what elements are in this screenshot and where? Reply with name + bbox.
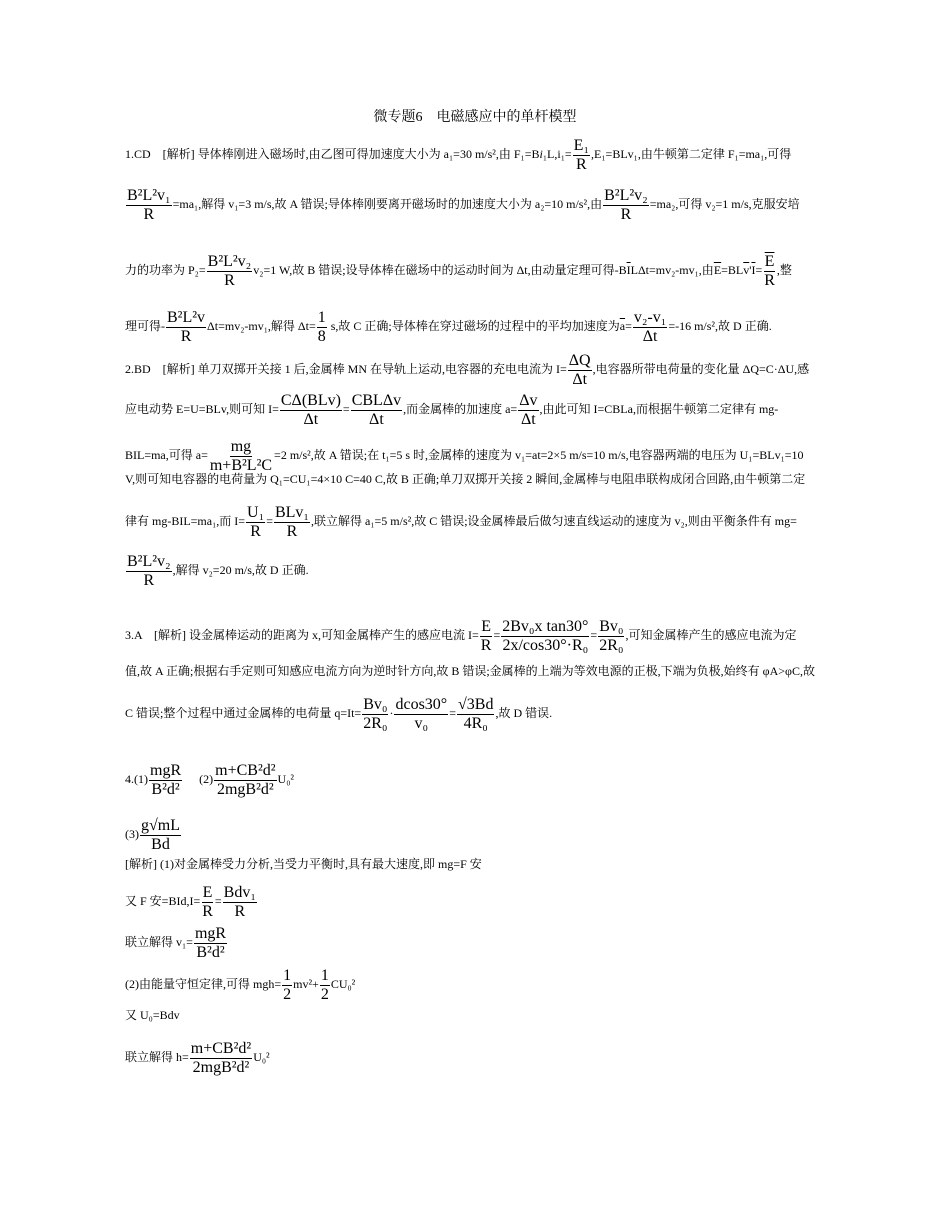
text: $\overline{I}$ xyxy=(751,262,756,277)
text: = xyxy=(590,627,598,642)
p2-line1 xyxy=(125,352,809,388)
denominator: Δt xyxy=(521,410,536,428)
p3-line2: 值,故 A 正确;根据右手定则可知感应电流方向为逆时针方向,故 B 错误;金属棒的上端为等效电源的正极,下端为负极,始终有 φA>φC,故 xyxy=(125,664,815,678)
denominator: R xyxy=(286,522,298,540)
text: i xyxy=(539,146,543,161)
numerator: 1 xyxy=(320,967,329,984)
fraction xyxy=(351,392,402,428)
fraction xyxy=(140,817,181,853)
numerator: Bdv₁ xyxy=(223,884,256,901)
fraction xyxy=(320,967,330,1003)
denominator: R xyxy=(250,522,261,540)
denominator: 2 xyxy=(283,985,292,1003)
p2-line3 xyxy=(125,438,804,474)
numerator: CΔ(BLv) xyxy=(280,392,341,409)
p2-line5 xyxy=(125,504,797,540)
text: = xyxy=(755,262,763,277)
denominator: Δt xyxy=(369,410,384,428)
p4-solution-6 xyxy=(125,1040,270,1076)
numerator: v₂-v₁ xyxy=(633,309,667,326)
denominator: Bd xyxy=(151,835,170,853)
text: C 错误;整个过程中通过金属棒的电荷量 q=It= xyxy=(125,705,362,720)
fraction xyxy=(214,762,276,798)
text: ,解得 v₂=20 m/s,故 D 正确. xyxy=(172,562,309,577)
fraction xyxy=(166,309,206,345)
text: 2.BD [解析] 单刀双掷开关接 1 后,金属棒 MN 在导轨上运动,电容器的充电电流为 I= xyxy=(125,361,567,376)
text: ' xyxy=(749,262,752,277)
text: (3) xyxy=(125,826,139,841)
fraction xyxy=(282,967,292,1003)
text: ₁L, xyxy=(542,146,558,161)
denominator: 2R₀ xyxy=(363,714,388,732)
text: mv²+ xyxy=(293,976,319,991)
page-title: 微专题6 电磁感应中的单杆模型 xyxy=(373,110,577,125)
denominator: R xyxy=(576,155,587,173)
p1-line4 xyxy=(125,309,772,345)
numerator: B²L²v₂ xyxy=(207,253,252,270)
numerator: U₁ xyxy=(247,504,265,521)
numerator: B²L²v₂ xyxy=(604,187,648,204)
numerator: mgR xyxy=(150,762,182,779)
text: U₀² xyxy=(277,771,294,786)
numerator: Δv xyxy=(519,392,538,409)
denominator: B²d² xyxy=(196,943,225,961)
text: $\overline{a}$ xyxy=(619,318,626,333)
fraction xyxy=(194,925,227,961)
text: 1.CD [解析] 导体棒刚进入磁场时,由乙图可得加速度大小为 xyxy=(125,146,444,161)
denominator: R xyxy=(202,902,213,920)
p1-line2 xyxy=(125,187,800,223)
text: = xyxy=(493,627,501,642)
p4-answers-1-2 xyxy=(125,762,294,798)
denominator: 2x/cos30°·R₀ xyxy=(502,636,589,654)
fraction xyxy=(633,309,667,345)
fraction xyxy=(362,696,388,732)
text: ,可知金属棒产生的感应电流为定 xyxy=(625,627,797,642)
p4-solution-2 xyxy=(125,884,258,920)
text: = xyxy=(449,705,456,720)
text: 4.(1) xyxy=(125,771,148,786)
fraction xyxy=(246,504,265,540)
fraction xyxy=(209,438,273,474)
numerator: dcos30° xyxy=(395,696,448,713)
denominator: Δt xyxy=(303,410,319,428)
p4-solution-4 xyxy=(125,967,355,1003)
p4-answer-3 xyxy=(125,817,182,853)
fraction xyxy=(501,618,589,654)
p4-solution-3 xyxy=(125,925,228,961)
text: 3.A [解析] 设金属棒运动的距离为 x,可知金属棒产生的感应电流 I= xyxy=(125,627,479,642)
text: a₁=30 m/s²,由 F₁=B xyxy=(443,146,540,161)
text: ,整 xyxy=(776,262,792,277)
denominator: 2mgB²d² xyxy=(216,780,274,798)
text: = xyxy=(625,318,632,333)
fraction xyxy=(573,137,590,173)
denominator: R xyxy=(143,205,155,223)
text: s,故 C 正确;导体棒在穿过磁场的过程中的平均加速度为 xyxy=(327,318,620,333)
numerator: CBLΔv xyxy=(351,392,402,409)
denominator: 8 xyxy=(317,327,326,345)
text: Δt=mv₂-mv₁,解得 Δt= xyxy=(207,318,316,333)
numerator: Bv₀ xyxy=(363,696,388,713)
fraction xyxy=(457,696,494,732)
numerator: mgR xyxy=(194,925,227,942)
p3-line3 xyxy=(125,696,552,732)
denominator: R xyxy=(620,205,632,223)
denominator: R xyxy=(480,636,492,654)
text: U₀² xyxy=(253,1049,270,1064)
text: 又 F 安=BId,I= xyxy=(125,893,201,908)
text: ,电容器所带电荷量的变化量 ΔQ=C·ΔU,感 xyxy=(592,361,810,376)
text: =ma₁,解得 v₁=3 m/s,故 A 错误;导体棒刚要离开磁场时的加速度大小为 a₂=10 m/s²,由 xyxy=(172,196,603,211)
text: ,而金属棒的加速度 a= xyxy=(403,401,518,416)
numerator: 1 xyxy=(317,309,326,326)
numerator: ΔQ xyxy=(568,352,591,369)
text: $\overline{I}$ xyxy=(626,262,631,277)
text: 律有 mg-BIL=ma₁,而 I= xyxy=(125,513,246,528)
text: = xyxy=(342,401,350,416)
numerator: B²L²v₂ xyxy=(127,553,171,570)
denominator: m+B²L²C xyxy=(209,456,273,474)
p3-line1 xyxy=(125,618,796,654)
text: LΔt=mv₂-mv₁,由 xyxy=(630,262,714,277)
fraction xyxy=(603,187,649,223)
numerator: g√mL xyxy=(141,817,180,834)
text: v₂=1 W,故 B 错误;设导体棒在磁场中的运动时间为 Δt,由动量定理可得-B xyxy=(253,262,627,277)
p1-line3 xyxy=(125,253,792,289)
p2-line6 xyxy=(125,553,309,589)
p2-line2 xyxy=(125,392,778,428)
fraction xyxy=(317,309,327,345)
denominator: 2 xyxy=(320,985,329,1003)
text: = xyxy=(266,513,273,528)
text: CU₀² xyxy=(330,976,356,991)
numerator: √3Bd xyxy=(457,696,494,713)
fraction xyxy=(280,392,342,428)
fraction xyxy=(274,504,310,540)
denominator: R xyxy=(764,271,775,289)
fraction xyxy=(568,352,592,388)
numerator: E₁ xyxy=(573,137,590,154)
text: =ma₂,可得 v₂=1 m/s,克服安培 xyxy=(649,196,800,211)
fraction xyxy=(598,618,624,654)
text: =2 m/s²,故 A 错误;在 t₁=5 s 时,金属棒的速度为 v₁=at=2×5 m/s=10 m/s,电容器两端的电压为 U₁=BLv₁=10 xyxy=(274,447,804,462)
text: 力的功率为 P₂= xyxy=(125,262,206,277)
p4-solution-1: [解析] (1)对金属棒受力分析,当受力平衡时,具有最大速度,即 mg=F 安 xyxy=(125,857,482,871)
numerator: m+CB²d² xyxy=(190,1040,252,1057)
text: =-16 m/s²,故 D 正确. xyxy=(668,318,772,333)
fraction xyxy=(223,884,257,920)
numerator: 1 xyxy=(283,967,292,984)
numerator: B²L²v₁ xyxy=(127,187,171,204)
denominator: R xyxy=(234,902,246,920)
text: 联立解得 h= xyxy=(125,1049,189,1064)
text: $\overline{E}$ xyxy=(713,262,722,277)
fraction xyxy=(149,762,182,798)
p1-line1 xyxy=(125,137,791,173)
text: 联立解得 v₁= xyxy=(125,934,193,949)
denominator: 2mgB²d² xyxy=(192,1058,250,1076)
fraction xyxy=(394,696,448,732)
text: ,故 D 错误. xyxy=(495,705,553,720)
denominator: R xyxy=(180,327,192,345)
denominator: 4R₀ xyxy=(463,714,488,732)
text: ,E₁=BLv₁,由牛顿第二定律 F₁=ma₁,可得 xyxy=(591,146,792,161)
denominator: Δt xyxy=(572,370,588,388)
numerator: BLv₁ xyxy=(274,504,309,521)
fraction xyxy=(480,618,493,654)
fraction xyxy=(190,1040,252,1076)
denominator: 2R₀ xyxy=(599,636,624,654)
text: (2)由能量守恒定律,可得 mgh= xyxy=(125,976,282,991)
text: · xyxy=(389,705,394,720)
text: (2) xyxy=(199,771,214,786)
numerator: Bv₀ xyxy=(599,618,624,635)
text: = xyxy=(214,893,222,908)
numerator: E xyxy=(202,884,213,901)
numerator: mg xyxy=(230,438,252,455)
fraction xyxy=(518,392,538,428)
numerator: $\overline{E}$ xyxy=(764,253,775,270)
fraction xyxy=(126,553,172,589)
fraction xyxy=(763,253,776,289)
numerator: E xyxy=(481,618,491,635)
fraction xyxy=(126,187,172,223)
text: i₁= xyxy=(557,146,572,161)
text: ,联立解得 a₁=5 m/s²,故 C 错误;设金属棒最后做匀速直线运动的速度为 v₂,则由平衡条件有 mg= xyxy=(311,513,797,528)
denominator: B²d² xyxy=(151,780,180,798)
fraction xyxy=(201,884,214,920)
numerator: 2Bv₀x tan30° xyxy=(502,618,589,635)
denominator: v₀ xyxy=(414,714,429,732)
numerator: B²L²v xyxy=(167,309,206,326)
numerator: m+CB²d² xyxy=(215,762,276,779)
denominator: R xyxy=(143,571,155,589)
text: ,由此可知 I=CBLa,而根据牛顿第二定律有 mg- xyxy=(539,401,779,416)
denominator: R xyxy=(224,271,235,289)
p4-solution-5: 又 U₀=Bdv xyxy=(125,1008,180,1022)
text: 应电动势 E=U=BLv,则可知 I= xyxy=(125,401,279,416)
fraction xyxy=(207,253,253,289)
p2-line4: V,则可知电容器的电荷量为 Q₁=CU₁=4×10 C=40 C,故 B 正确;单刀双掷开关接 2 瞬间,金属棒与电阻串联构成闭合回路,由牛顿第二定 xyxy=(125,472,806,486)
text: $\overline{v}$ xyxy=(743,262,750,277)
text: BIL=ma,可得 a= xyxy=(125,447,208,462)
text: =BL xyxy=(721,262,744,277)
denominator: Δt xyxy=(642,327,658,345)
text: 理可得- xyxy=(125,318,165,333)
